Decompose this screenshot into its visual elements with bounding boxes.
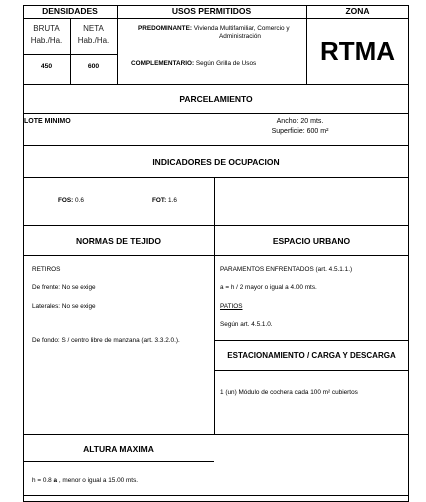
fot-label: FOT: (152, 197, 167, 204)
bruta-value: 450 (40, 63, 53, 70)
densidad-value-divider (23, 54, 117, 55)
retiro-laterales: Laterales: No se exige (32, 303, 96, 310)
parcelamiento-header: PARCELAMIENTO (179, 94, 253, 104)
col-divider-normas (214, 225, 215, 434)
neta-label: NETA (83, 24, 104, 33)
patios-text: Según art. 4.5.1.0. (220, 321, 273, 328)
row-divider (23, 84, 409, 85)
row-divider (23, 495, 409, 496)
fos-label: FOS: (58, 197, 74, 204)
col-divider-densidades (117, 5, 118, 84)
predominante-line (138, 25, 290, 32)
altura-formula-end: , menor o igual a 15.00 mts. (57, 477, 139, 484)
superficie-value: Superficie: 600 m² (271, 128, 329, 135)
row-divider (214, 370, 409, 371)
row-divider (23, 177, 409, 178)
complementario-label: COMPLEMENTARIO: (131, 60, 195, 67)
lote-minimo-label: LOTE MINIMO (24, 118, 71, 125)
altura-formula-a: a (53, 477, 58, 484)
retiros-heading: RETIROS (32, 266, 61, 273)
patios-heading: PATIOS (220, 303, 243, 310)
retiro-frente: De frente: No se exige (32, 284, 96, 291)
paramentos-text: PARAMENTOS ENFRENTADOS (art. 4.5.1.1.) (220, 266, 353, 273)
col-divider-ocupacion (214, 177, 215, 225)
row-divider (23, 461, 214, 462)
densidades-header: DENSIDADES (42, 6, 98, 16)
complementario-value: Según Grilla de Usos (195, 60, 257, 67)
fos-value: 0.6 (75, 197, 84, 204)
zona-header: ZONA (345, 6, 370, 16)
paramentos-formula: a = h / 2 mayor o igual a 4.00 mts. (220, 284, 317, 291)
espacio-header: ESPACIO URBANO (272, 236, 351, 246)
usos-header: USOS PERMITIDOS (171, 6, 252, 16)
neta-unit: Hab./Ha. (77, 36, 110, 45)
altura-text (32, 477, 138, 484)
normas-header: NORMAS DE TEJIDO (75, 236, 161, 246)
fot-indicator (152, 197, 177, 204)
altura-formula-start: h = 0.8 (32, 477, 54, 484)
bruta-unit: Hab./Ha. (30, 36, 63, 45)
predominante-value-cont: Administración (219, 33, 261, 40)
row-divider (23, 113, 409, 114)
predominante-label: PREDOMINANTE: (138, 25, 192, 32)
row-divider (23, 225, 409, 226)
predominante-value: Vivienda Multifamiliar, Comercio y (193, 25, 290, 32)
row-divider (23, 145, 409, 146)
altura-header: ALTURA MAXIMA (83, 444, 154, 454)
ocupacion-header: INDICADORES DE OCUPACION (152, 157, 280, 167)
header-divider (23, 18, 409, 19)
complementario-line (131, 60, 256, 67)
row-divider (23, 255, 409, 256)
fos-indicator (58, 197, 84, 204)
row-divider (23, 434, 409, 435)
ancho-value: Ancho: 20 mts. (276, 118, 324, 125)
fot-value: 1.6 (167, 197, 177, 204)
neta-value: 600 (87, 63, 100, 70)
row-divider (214, 340, 409, 341)
bruta-label: BRUTA (33, 24, 60, 33)
sheet-border (23, 5, 409, 502)
estacionamiento-header: ESTACIONAMIENTO / CARGA Y DESCARGA (227, 351, 396, 360)
zona-code: RTMA (319, 36, 396, 66)
estacionamiento-text: 1 (un) Módulo de cochera cada 100 m² cubiertos (220, 389, 358, 396)
retiro-fondo: De fondo: S / centro libre de manzana (art. 3.3.2.0.). (32, 337, 180, 344)
